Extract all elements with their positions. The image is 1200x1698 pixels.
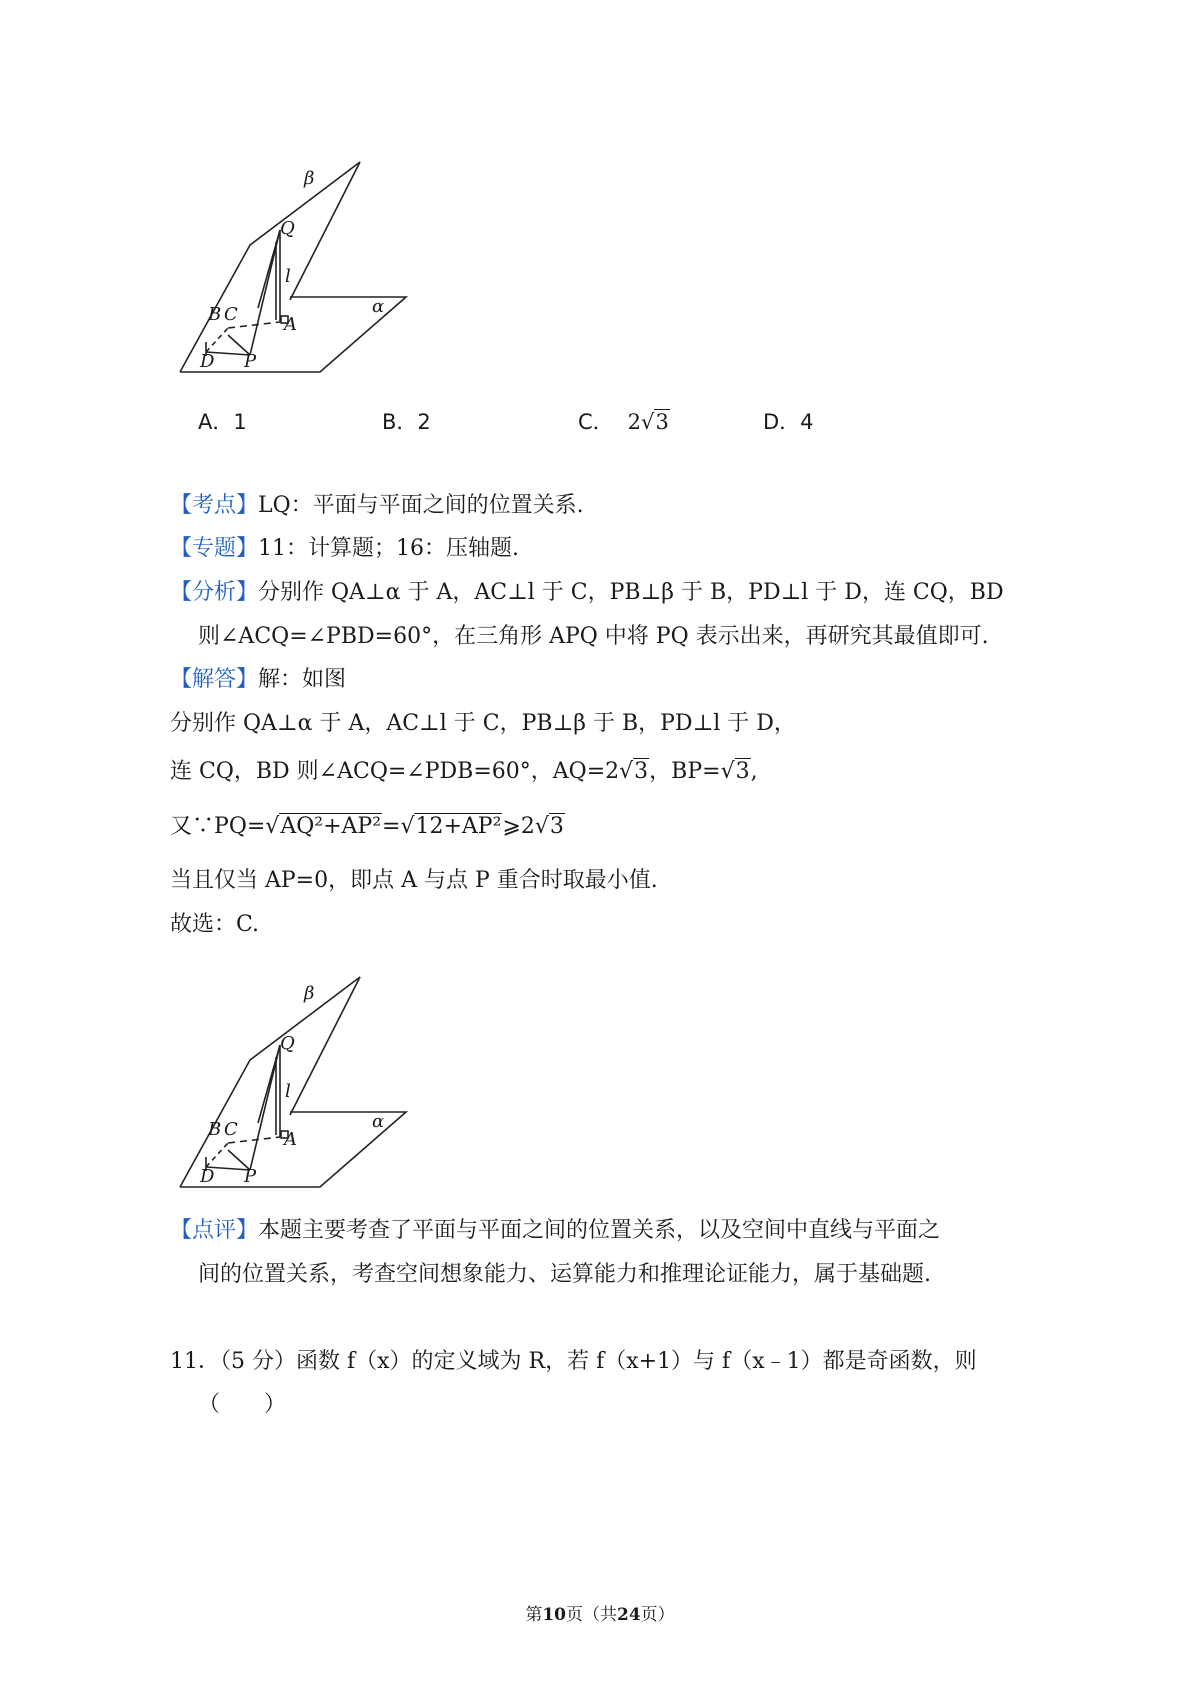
kaodian-line: [170, 491, 584, 521]
label-alpha: α: [372, 296, 385, 317]
label-q: Q: [280, 218, 295, 239]
option-d: D．4: [763, 410, 814, 434]
option-c-prefix: C．: [578, 410, 614, 434]
geometry-figure-top: [170, 150, 430, 390]
label-c: C: [224, 304, 238, 325]
zhuanti-line: [170, 534, 519, 564]
kaodian-tag: 【考点】: [170, 493, 259, 518]
zhuanti-text: 11：计算题；16：压轴题.: [258, 536, 519, 561]
pq-equals: =: [382, 814, 401, 839]
label-l-2: l: [285, 1081, 291, 1102]
line2-tail: ,: [750, 759, 758, 784]
label-p: P: [244, 351, 257, 372]
pq-radicand-3: 3: [549, 814, 564, 839]
jieda-line: [170, 665, 346, 695]
question-11-line1: 11．（5 分）函数 f（x）的定义域为 R，若 f（x+1）与 f（x﹣1）都是奇函数，则: [170, 1349, 977, 1374]
aq-radicand: 3: [634, 759, 649, 784]
label-l: l: [285, 266, 291, 287]
jieda-text: 解：如图: [258, 667, 347, 692]
dianping-line1: [170, 1216, 940, 1246]
jieda-line4: 当且仅当 AP=0，即点 A 与点 P 重合时取最小值.: [170, 868, 658, 893]
geometry-figure-bottom: [170, 965, 430, 1205]
zhuanti-tag: 【专题】: [170, 536, 259, 561]
footer-post: 页）: [640, 1605, 675, 1625]
jieda-line2: 连 CQ，BD 则∠ACQ=∠PDB=60°，AQ=2√3，BP=√3,: [170, 759, 758, 784]
pq-label: PQ=: [214, 814, 266, 839]
pq-ge: ⩾2: [502, 814, 535, 839]
dihedral-diagram-2: [170, 965, 430, 1205]
aq-value: AQ=2: [552, 759, 620, 784]
label-a: A: [284, 314, 297, 335]
label-beta: β: [304, 168, 315, 189]
option-c: C． 2√3: [578, 410, 669, 434]
footer-pre: 第: [525, 1605, 543, 1625]
label-p-2: P: [244, 1166, 257, 1187]
option-a: A．1: [198, 410, 247, 434]
label-q-2: Q: [280, 1033, 295, 1054]
question-11-line2: （ ）: [198, 1392, 287, 1417]
footer-mid: 页（共: [566, 1605, 617, 1625]
fenxi-line1: [170, 578, 1004, 608]
jieda-line1: 分别作 QA⊥α 于 A，AC⊥l 于 C，PB⊥β 于 B，PD⊥l 于 D，: [170, 711, 796, 736]
option-c-radicand: 3: [655, 410, 669, 434]
jieda-line3: 又∵PQ=√AQ²+AP²=√12+AP²⩾2√3: [170, 814, 564, 839]
dianping-text-1: 本题主要考查了平面与平面之间的位置关系，以及空间中直线与平面之: [258, 1218, 941, 1243]
pq-radicand-1: AQ²+AP²: [280, 814, 382, 839]
footer-page-number: 10: [542, 1605, 566, 1625]
option-b: B．2: [382, 410, 431, 434]
jieda-line2-text: 连 CQ，BD 则∠ACQ=∠PDB=60°，: [170, 759, 553, 784]
dihedral-diagram: [170, 150, 430, 390]
pq-radicand-2: 12+AP²: [415, 814, 502, 839]
bp-radicand: 3: [735, 759, 750, 784]
jieda-tag: 【解答】: [170, 667, 259, 692]
label-d-2: D: [200, 1166, 215, 1187]
jieda-line5: 故选：C.: [170, 912, 260, 937]
option-c-coef: 2: [627, 410, 642, 434]
label-alpha-2: α: [372, 1111, 385, 1132]
label-d: D: [200, 351, 215, 372]
bp-value: BP=: [671, 759, 721, 784]
label-a-2: A: [284, 1129, 297, 1150]
because-prefix: 又∵: [170, 814, 215, 839]
dianping-line2: 间的位置关系，考查空间想象能力、运算能力和推理论证能力，属于基础题.: [198, 1262, 931, 1287]
fenxi-text-1: 分别作 QA⊥α 于 A，AC⊥l 于 C，PB⊥β 于 B，PD⊥l 于 D，连 CQ，BD: [258, 580, 1004, 605]
label-c-2: C: [224, 1119, 238, 1140]
fenxi-line2: 则∠ACQ=∠PBD=60°，在三角形 APQ 中将 PQ 表示出来，再研究其最值即可.: [198, 624, 989, 649]
label-b-2: B: [208, 1119, 222, 1140]
label-beta-2: β: [304, 983, 315, 1004]
fenxi-tag: 【分析】: [170, 580, 259, 605]
footer-total-pages: 24: [617, 1605, 641, 1625]
page-footer: [0, 1600, 1200, 1625]
dianping-tag: 【点评】: [170, 1218, 259, 1243]
kaodian-text: LQ：平面与平面之间的位置关系.: [258, 493, 584, 518]
label-b: B: [208, 304, 222, 325]
